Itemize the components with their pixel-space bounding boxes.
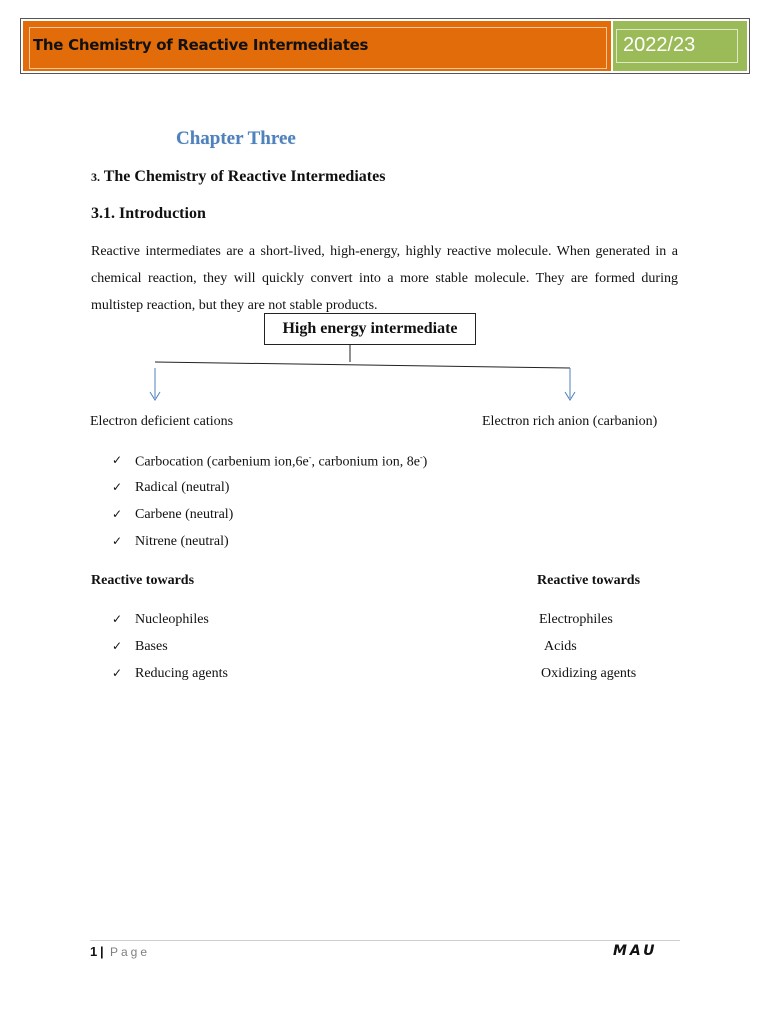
intro-paragraph: Reactive intermediates are a short-lived, high-energy, highly reactive molecule. When generated in a chemical reaction, they will quickly convert into a more stable molecule. They are formed during multistep reaction, but they are not stable products. (91, 244, 678, 313)
chapter-title: Chapter Three (176, 128, 296, 149)
section-number: 3. (91, 170, 100, 184)
footer-rule (90, 940, 680, 941)
left-branch-label: Electron deficient cations (90, 414, 234, 429)
check-icon: ✓ (112, 666, 123, 680)
check-icon: ✓ (112, 480, 123, 494)
check-icon: ✓ (112, 453, 123, 467)
page-number: 1 (90, 944, 98, 959)
branch-bar (155, 362, 570, 368)
reactive-right-item: Electrophiles (539, 612, 613, 627)
reactive-right-heading: Reactive towards (537, 573, 641, 588)
footer-author: MAU (613, 943, 658, 959)
reactive-right-item: Acids (544, 639, 577, 654)
check-icon: ✓ (112, 612, 123, 626)
header-title: The Chemistry of Reactive Intermediates (33, 36, 369, 54)
page-label: Page (110, 945, 151, 959)
header-year: 2022/23 (623, 34, 696, 56)
reactive-right-item: Oxidizing agents (541, 666, 637, 681)
check-icon: ✓ (112, 534, 123, 548)
page-separator: | (100, 944, 104, 959)
list-item: Nitrene (neutral) (135, 534, 229, 549)
list-item: Carbene (neutral) (135, 507, 234, 522)
list-item: Radical (neutral) (135, 480, 230, 495)
reactive-left-item: Reducing agents (135, 666, 228, 681)
check-icon: ✓ (112, 507, 123, 521)
reactive-left-item: Nucleophiles (135, 612, 209, 627)
reactive-left-heading: Reactive towards (91, 573, 195, 588)
section-title: The Chemistry of Reactive Intermediates (103, 168, 386, 185)
reactive-left-item: Bases (135, 639, 168, 654)
branch-diagram (0, 0, 768, 420)
subsection-heading: 3.1. Introduction (91, 205, 206, 222)
root-node-box: High energy intermediate (264, 313, 476, 345)
list-item-carbocation: Carbocation (carbenium ion,6e-, carbonium ion, 8e-) (135, 453, 428, 470)
right-branch-label: Electron rich anion (carbanion) (482, 414, 658, 429)
check-icon: ✓ (112, 639, 123, 653)
